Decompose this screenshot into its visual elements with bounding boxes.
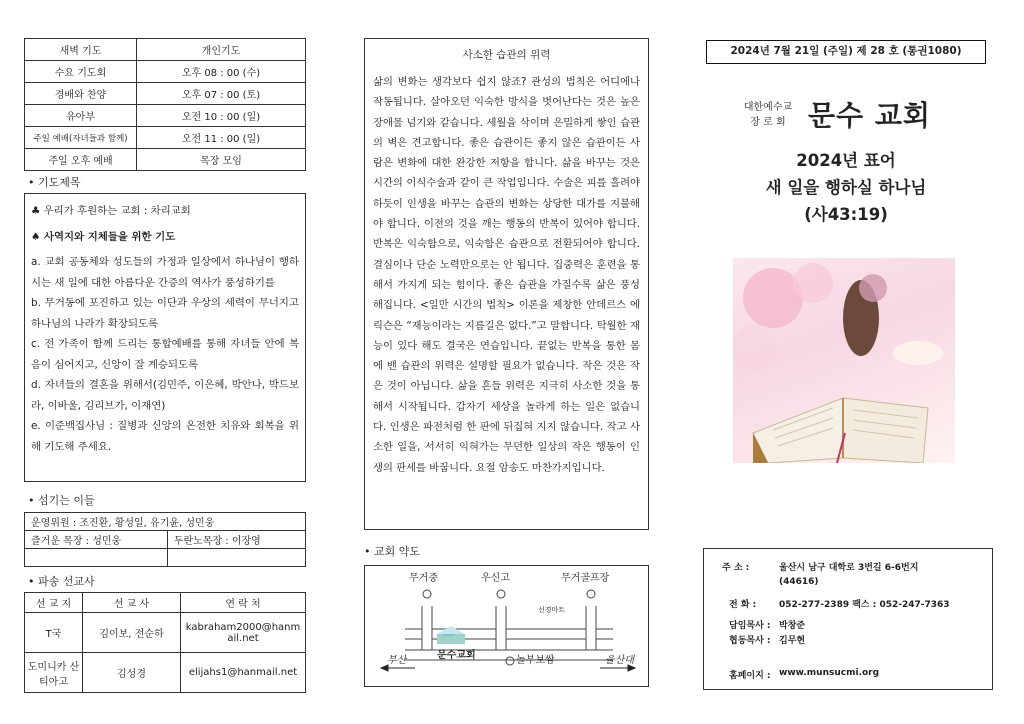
motto [704, 147, 988, 228]
schedule-row [25, 61, 306, 83]
copastor-label: 협동목사 : [729, 636, 771, 646]
prayer-heading: ♠ 사역지와 지체들을 위한 기도 [31, 230, 176, 243]
address: 울산시 남구 대학로 3번길 6-6번지 [779, 563, 919, 573]
leader-2: 두란노목장 : 이장영 [167, 531, 305, 549]
schedule-row [25, 105, 306, 127]
copastor: 김무현 [779, 636, 806, 646]
zip-code: (44616) [779, 577, 819, 587]
label-busan: 부산 [387, 655, 407, 666]
mission-contact: elijahs1@hanmail.net [181, 653, 306, 693]
table-row [25, 653, 306, 693]
mission-place: 도미니카 산티아고 [25, 653, 83, 693]
website[interactable]: www.munsucmi.org [779, 668, 880, 678]
phone: 052-277-2389 팩스 : 052-247-7363 [779, 600, 950, 610]
bible-photo [733, 258, 955, 463]
schedule-row [25, 39, 306, 61]
schedule-time: 오후 07 : 00 (토) [137, 83, 306, 105]
table-row [25, 613, 306, 653]
essay-title: 사소한 습관의 위력 [462, 49, 551, 61]
servers-section-title: • 섬기는 이들 [28, 494, 95, 507]
schedule-row [25, 83, 306, 105]
prayer-item: d. 자녀들의 결혼을 위해서(김민주, 이은혜, 박안나, 박드보라, 이바울, 김리브가, 이재연) [31, 379, 299, 412]
prayer-item: c. 전 가족이 함께 드리는 통합예배를 통해 자녀들 안에 복음이 심어지고, 신앙이 잘 계승되도록 [31, 338, 299, 371]
mission-place: T국 [25, 613, 83, 653]
missions-section-title: • 파송 선교사 [28, 575, 95, 588]
committee: 운영위원 : 조진환, 황성일, 유기윤, 성민웅 [25, 513, 306, 531]
prayer-list [31, 252, 299, 457]
motto-line3: (사43:19) [804, 205, 888, 224]
prayer-box [24, 193, 306, 482]
motto-line1: 2024년 표어 [796, 151, 896, 170]
schedule-name: 새벽 기도 [25, 39, 137, 61]
schedule-name: 수요 기도회 [25, 61, 137, 83]
denomination-line1: 대한예수교 [743, 102, 793, 113]
schedule-row [25, 127, 306, 149]
service-schedule-table [24, 38, 306, 171]
essay-body: 삶의 변화는 생각보다 쉽지 않죠? 관성의 법칙은 어디에나 작동됩니다. 살아오던 익숙한 방식을 벗어난다는 것은 높은 장애물 넘기와 같습니다. 세월을 삭이며 은밀하게 쌓인 습관의 벽은 견고합니다. 좋은 습관이든 좋지 않은 습관이든 사람은 변화에 대한 완강한 저항을 합니다. 삶을 바꾸는 것은 시간의 이식수술과 같이 큰 작업입니다. 수술은 피를 흘려야 하듯이 인생을 바꾸는 습관의 변화는 상당한 대가를 지불해야 합니다. 이전의 것을 깨는 행동의 반복이 있어야 합니다. 반복은 익숙함으로, 익숙함은 습관으로 전환되어야 합니다. 결심이나 단순 노력만으로는 안 됩니다. 집중력은 훈련을 통해서 가지게 되는 힘이다. 좋은 습관을 가질수록 삶은 풍성해집니다. <일만 시간의 법칙> 이론을 제창한 안데르스 에릭슨은 “재능이라는 지름길은 없다.”고 말합니다. 탁월한 재능이 있다 해도 결국은 연습입니다. 끝없는 반복을 통한 몸에 밴 습관의 위력은 설명할 필요가 없습니다. 작은 것은 작은 것이 아닙니다. 삶을 흔들 위력은 지극히 사소한 것을 통해서 시작됩니다. 갑자기 세상을 놀라게 하는 일은 없습니다. 인생은 파전처럼 한 판에 뒤집혀 지지 않습니다. 작고 사소한 일을, 서서히 익혀가는 무던한 일상의 작은 행동이 인생의 판세를 바꿉니다. 요절 암송도 마찬가지입니다. [373, 76, 640, 474]
phone-label: 전 화 : [729, 600, 757, 610]
support-church: ♣ 우리가 후원하는 교회 : 차리교회 [31, 205, 191, 217]
issue-info: 2024년 7월 21일 (주일) 제 28 호 (통권1080) [706, 40, 986, 64]
label-mart: 선경마트 [538, 606, 566, 614]
mugeojung-marker [423, 590, 431, 598]
missions-table [24, 592, 306, 693]
col-missionary: 선 교 사 [83, 593, 181, 613]
schedule-row [25, 149, 306, 171]
schedule-time: 개인기도 [137, 39, 306, 61]
nolbu-marker [506, 657, 514, 665]
leader-1: 즐거운 목장 : 성민웅 [25, 531, 168, 549]
label-ulsandae: 울산대 [605, 655, 634, 666]
col-place: 선 교 지 [25, 593, 83, 613]
church-name: 문수 교회 [808, 99, 931, 132]
website-label: 홈페이지 : [729, 671, 771, 681]
mission-name: 김이보, 전순하 [83, 613, 181, 653]
prayer-item: b. 무거동에 포진하고 있는 이단과 우상의 세력이 무너지고 하나님의 나라가 확장되도록 [31, 297, 299, 330]
schedule-time: 오후 08 : 00 (수) [137, 61, 306, 83]
golf-marker [587, 590, 595, 598]
mission-name: 김성경 [83, 653, 181, 693]
essay-box [364, 38, 649, 530]
prayer-item: e. 이준백집사님 : 질병과 신앙의 온전한 치유와 회복을 위해 기도해 주세요. [31, 420, 299, 453]
denomination-line2: 장 로 회 [750, 117, 786, 128]
usingo-marker [497, 590, 505, 598]
label-church: 문수교회 [437, 650, 476, 661]
label-mugeojung: 무거중 [409, 573, 438, 584]
servers-table [24, 512, 306, 567]
prayer-item: a. 교회 공동체와 성도들의 가정과 일상에서 하나님이 행하시는 새 일에 대한 아름다운 간증의 역사가 풍성하기를 [31, 256, 299, 289]
church-info-box [703, 548, 993, 690]
schedule-time: 오전 11 : 00 (일) [137, 127, 306, 149]
motto-line2: 새 일을 행하실 하나님 [765, 178, 927, 197]
pastor: 박창준 [779, 621, 806, 631]
label-golf: 무거골프장 [561, 573, 610, 584]
prayer-section-title: • 기도제목 [28, 176, 81, 189]
col-contact: 연 락 처 [181, 593, 306, 613]
address-label: 주 소 : [722, 563, 750, 573]
pastor-label: 담임목사 : [729, 621, 771, 631]
label-nolbu: 놀부보쌈 [516, 655, 555, 666]
map-section-title: • 교회 약도 [364, 545, 420, 558]
label-usingo: 우신고 [481, 573, 510, 584]
schedule-time: 목장 모임 [137, 149, 306, 171]
schedule-name: 주일 오후 예배 [25, 149, 137, 171]
schedule-name: 경배와 찬양 [25, 83, 137, 105]
schedule-name: 주일 예배(자녀들과 함께) [25, 127, 137, 149]
denomination [736, 100, 800, 130]
mission-contact: kabraham2000@hanmail.net [181, 613, 306, 653]
schedule-time: 오전 10 : 00 (일) [137, 105, 306, 127]
church-map [364, 565, 649, 687]
schedule-name: 유아부 [25, 105, 137, 127]
